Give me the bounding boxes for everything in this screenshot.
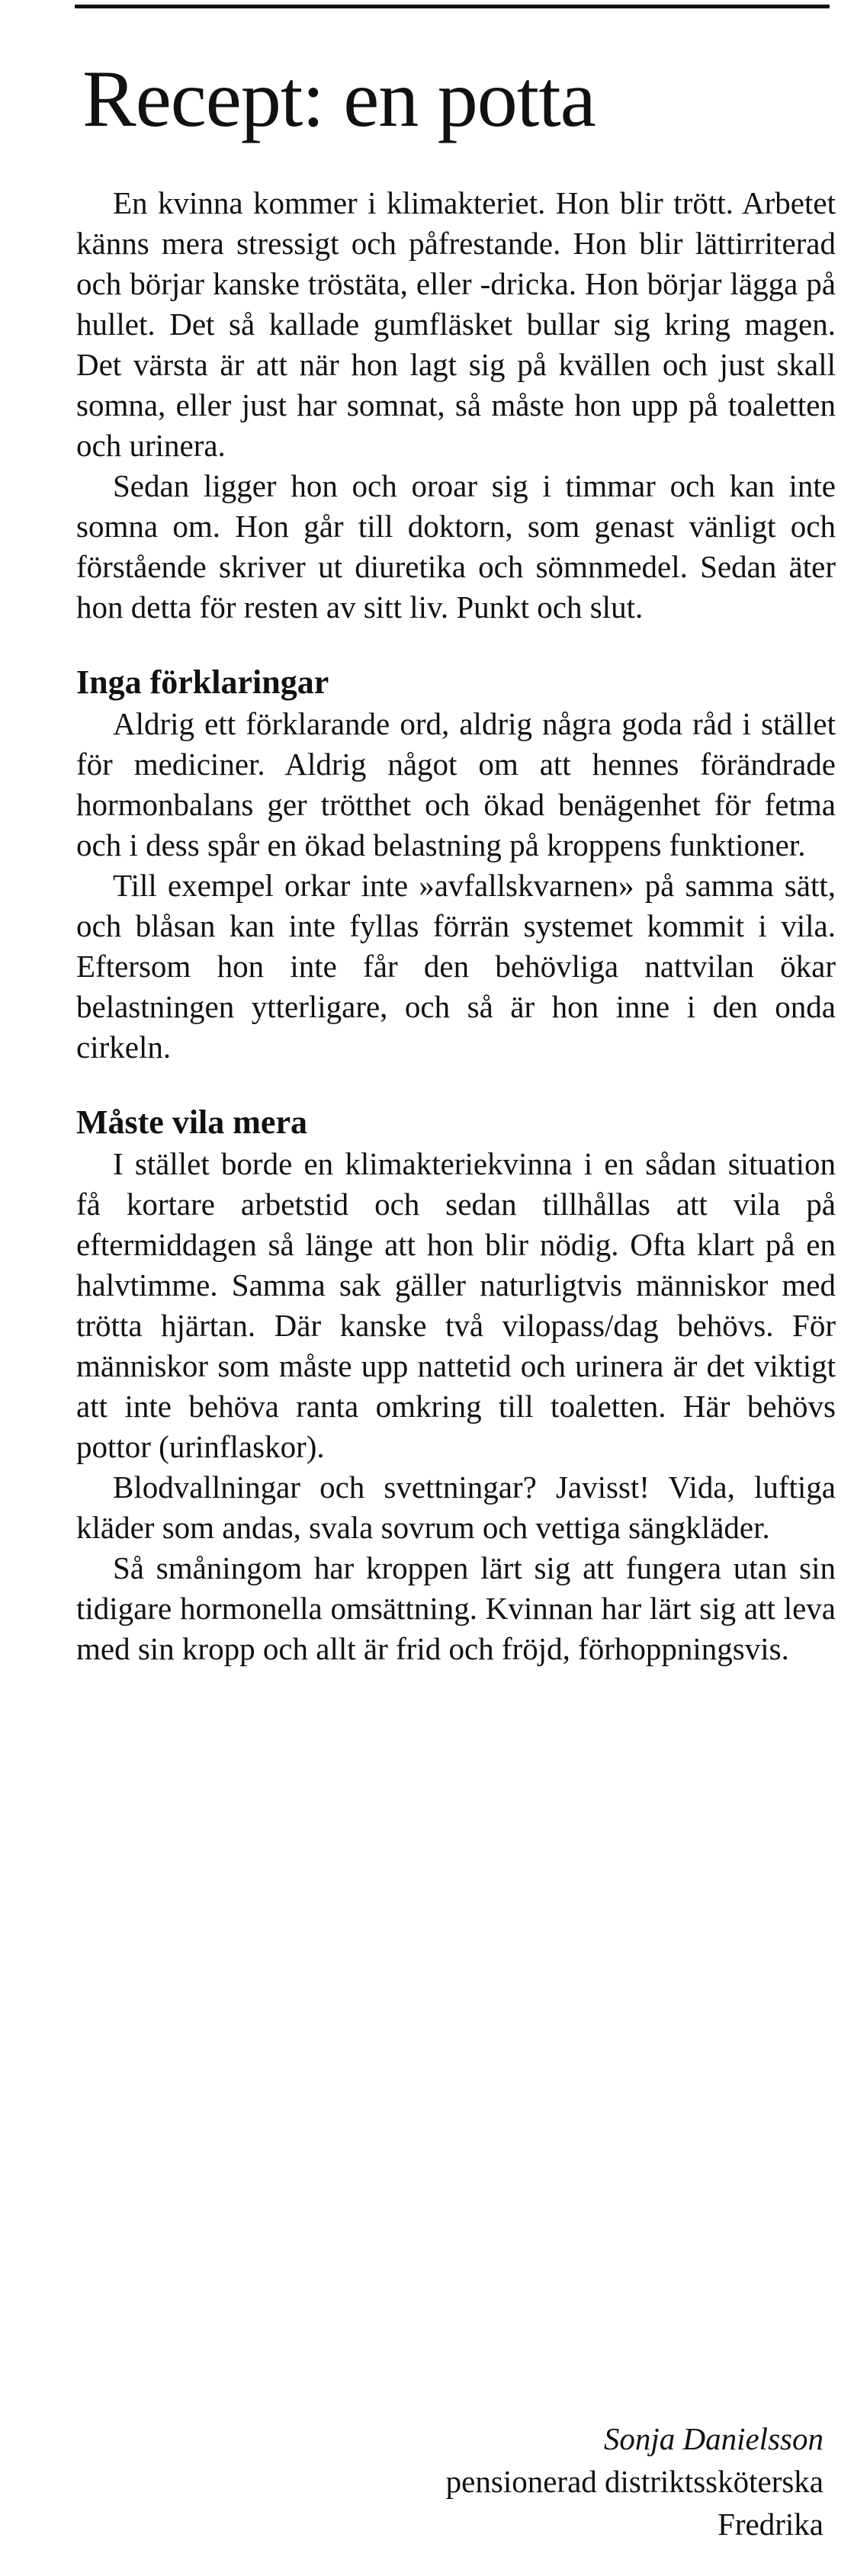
section2-paragraph-2: Blodvallningar och svettningar? Javisst! Vida, luftiga kläder som andas, svala sovrum och vettiga sängkläder.	[76, 1469, 836, 1545]
top-rule	[75, 5, 830, 8]
section2-paragraph-1: I stället borde en klimakteriekvinna i en sådan situation få kortare arbetstid och sedan tillhållas att vila på eftermiddagen så länge att hon blir nödig. Ofta klart på en halvtimme. Samma sak gäller naturligtvis människor med trötta hjärtan. Där kanske två vilopass/dag behövs. För människor som måste upp nattetid och urinera är det viktigt att inte behöva ranta omkring till toaletten. Här behövs pottor (urinflaskor).	[76, 1146, 836, 1464]
intro-paragraph-1: En kvinna kommer i klimakteriet. Hon blir trött. Arbetet känns mera stressigt och påfrestande. Hon blir lättirriterad och börjar kanske tröstäta, eller -dricka. Hon börjar lägga på hullet. Det så kallade gumfläsket bullar sig kring magen. Det värsta är att när hon lagt sig på kvällen och just skall somna, eller just har somnat, så måste hon upp på toaletten och urinera.	[76, 185, 836, 463]
author-place: Fredrika	[718, 2507, 824, 2542]
section1-paragraph-1: Aldrig ett förklarande ord, aldrig några goda råd i stället för mediciner. Aldrig något om att hennes förändrade hormonbalans ger trötthet och ökad benägenhet för fetma och i dess spår en ökad belastning på kroppens funktioner.	[76, 706, 836, 862]
section-heading-explanations: Inga förklaringar	[76, 663, 329, 701]
intro-paragraph-2: Sedan ligger hon och oroar sig i timmar och kan inte somna om. Hon går till doktorn, som genast vänligt och förstående skriver ut diuretika och sömnmedel. Sedan äter hon detta för resten av sitt liv. Punkt och slut.	[76, 468, 836, 625]
signature-block	[446, 2417, 824, 2545]
author-role: pensionerad distriktssköterska	[445, 2464, 824, 2499]
article-title: Recept: en potta	[82, 54, 596, 143]
section-heading-rest-more: Måste vila mera	[76, 1103, 307, 1141]
article-body	[76, 183, 836, 1669]
author-name: Sonja Danielsson	[603, 2421, 824, 2456]
section2-paragraph-3: Så småningom har kroppen lärt sig att fungera utan sin tidigare hormonella omsättning. Kvinnan har lärt sig att leva med sin kropp och allt är frid och fröjd, förhoppningsvis.	[76, 1550, 836, 1666]
section1-paragraph-2: Till exempel orkar inte »avfallskvarnen» på samma sätt, och blåsan kan inte fyllas förrän systemet kommit i vila. Eftersom hon inte får den behövliga nattvilan ökar belastningen ytterligare, och så är hon inne i den onda cirkeln.	[76, 868, 836, 1065]
